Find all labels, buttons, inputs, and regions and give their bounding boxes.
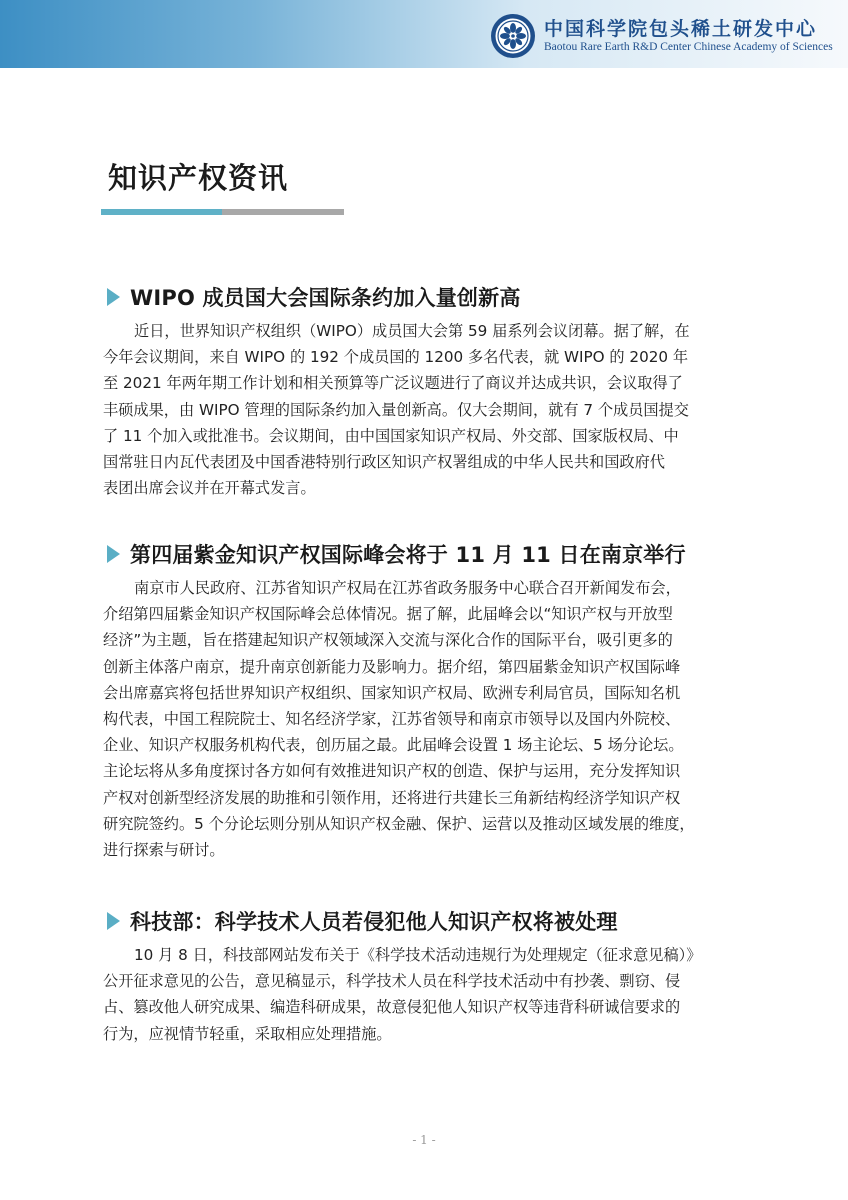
paragraph-line: 丰硕成果，由 WIPO 管理的国际条约加入量创新高。仅大会期间，就有 7 个成员国提交 [103,400,689,419]
org-logo [490,12,833,60]
title-underline-teal [101,209,222,215]
triangle-bullet-icon [107,912,120,930]
article-heading [103,282,753,312]
title-underline-gray [222,209,344,215]
article-zijin-summit [103,539,753,863]
paragraph-line: 至 2021 年两年期工作计划和相关预算等广泛议题进行了商议并达成共识，会议取得了 [103,374,683,393]
page-number: - 1 - [412,1133,436,1147]
org-name-en: Baotou Rare Earth R&D Center Chinese Academy of Sciences [544,41,833,53]
paragraph-line: 国常驻日内瓦代表团及中国香港特别行政区知识产权署组成的中华人民共和国政府代 [103,453,665,472]
org-name [544,18,833,54]
article-title: WIPO 成员国大会国际条约加入量创新高 [130,286,521,310]
cas-seal-icon [490,13,536,59]
triangle-bullet-icon [107,545,120,563]
paragraph-line: 进行探索与研讨。 [103,841,225,860]
paragraph-line: 表团出席会议并在开幕式发言。 [103,479,316,498]
article-heading [103,539,753,569]
article-body [103,318,753,501]
paragraph-line: 10 月 8 日，科技部网站发布关于《科学技术活动违规行为处理规定（征求意见稿）》 [134,946,702,964]
paragraph-line: 产权对创新型经济发展的助推和引领作用，还将进行共建长三角新结构经济学知识产权 [103,788,681,807]
paragraph-line: 会出席嘉宾将包括世界知识产权组织、国家知识产权局、欧洲专利局官员，国际知名机 [103,683,681,702]
article-wipo [103,282,753,501]
article-title: 科技部：科学技术人员若侵犯他人知识产权将被处理 [130,910,618,934]
paragraph-line: 创新主体落户南京，提升南京创新能力及影响力。据介绍，第四届紫金知识产权国际峰 [103,657,681,676]
article-heading [103,906,753,936]
paragraph-line: 主论坛将从多角度探讨各方如何有效推进知识产权的创造、保护与运用，充分发挥知识 [103,762,681,781]
paragraph-line: 今年会议期间，来自 WIPO 的 192 个成员国的 1200 多名代表，就 WIPO 的 2020 年 [103,348,689,367]
triangle-bullet-icon [107,288,120,306]
paragraph-line: 构代表，中国工程院院士、知名经济学家，江苏省领导和南京市领导以及国内外院校、 [103,710,681,729]
article-body [103,942,753,1047]
paragraph-line: 经济”为主题，旨在搭建起知识产权领域深入交流与深化合作的国际平台，吸引更多的 [103,631,673,650]
article-title: 第四届紫金知识产权国际峰会将于 11 月 11 日在南京举行 [130,543,686,567]
article-most-ip [103,906,753,1047]
paragraph-line: 近日，世界知识产权组织（WIPO）成员国大会第 59 届系列会议闭幕。据了解，在 [134,322,690,340]
org-name-cn: 中国科学院包头稀土研发中心 [544,18,818,40]
paragraph-line: 行为，应视情节轻重，采取相应处理措施。 [103,1024,392,1043]
paragraph-line: 南京市人民政府、江苏省知识产权局在江苏省政务服务中心联合召开新闻发布会， [134,579,681,597]
article-body [103,575,753,863]
section-title: 知识产权资讯 [108,161,289,195]
paragraph-line: 企业、知识产权服务机构代表，创历届之最。此届峰会设置 1 场主论坛、5 场分论坛。 [103,736,684,755]
paragraph-line: 占、篡改他人研究成果、编造科研成果，故意侵犯他人知识产权等违背科研诚信要求的 [103,998,681,1017]
paragraph-line: 公开征求意见的公告，意见稿显示，科学技术人员在科学技术活动中有抄袭、剽窃、侵 [103,972,681,991]
paragraph-line: 研究院签约。5 个分论坛则分别从知识产权金融、保护、运营以及推动区域发展的维度， [103,814,695,833]
paragraph-line: 了 11 个加入或批准书。会议期间，由中国国家知识产权局、外交部、国家版权局、中 [103,426,679,445]
paragraph-line: 介绍第四届紫金知识产权国际峰会总体情况。据了解，此届峰会以“知识产权与开放型 [103,605,673,624]
